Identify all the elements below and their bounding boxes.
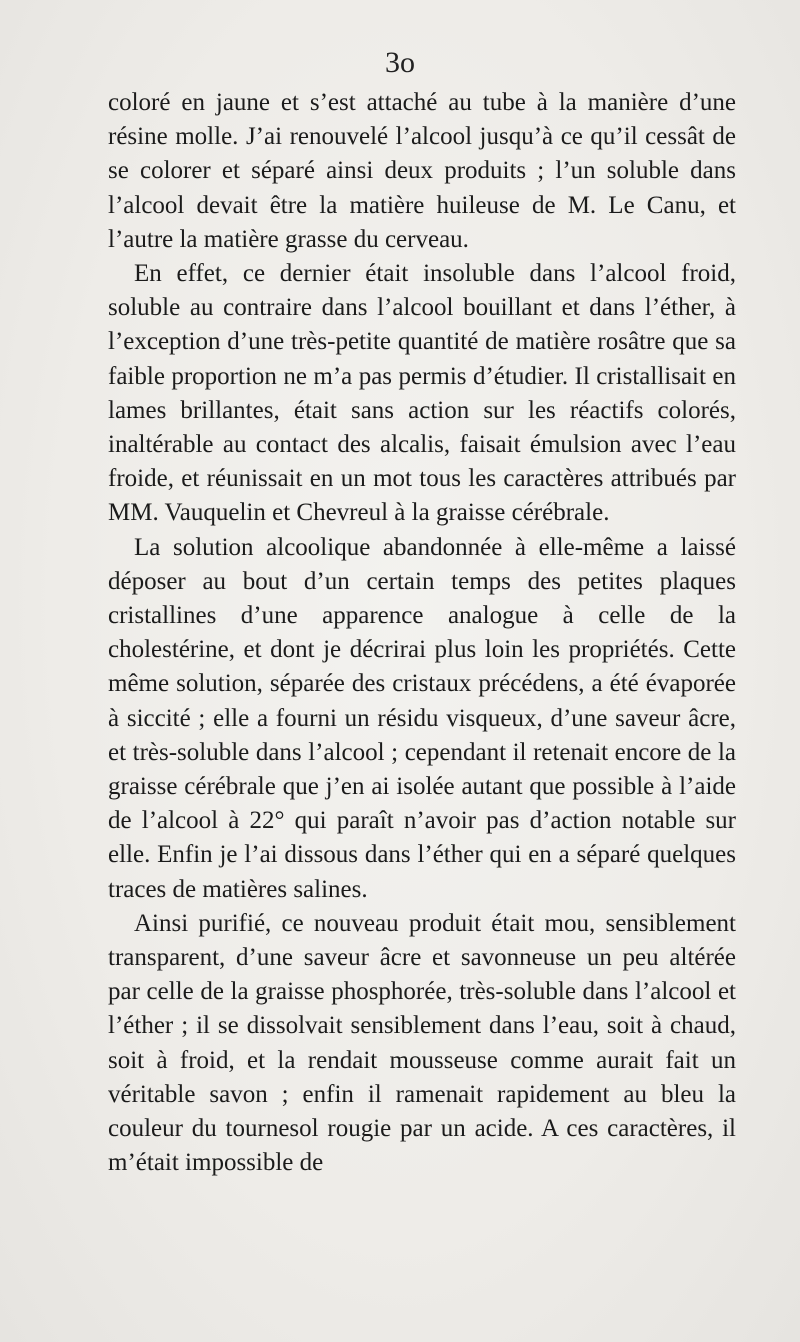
paragraph-1: coloré en jaune et s’est attaché au tube à la manière d’une résine molle. J’ai renouvelé l’alcool jusqu’à ce qu’il cessât de se colorer et séparé ainsi deux produits ; l’un soluble dans l’alcool devait être la matière huileuse de M. Le Canu, et l’autre la matière grasse du cerveau. xyxy=(108,89,736,253)
paragraph-2: En effet, ce dernier était insoluble dans l’alcool froid, soluble au contraire dans l’alcool bouillant et dans l’éther, à l’exception d’une très-petite quantité de matière rosâtre que sa faible proportion ne m’a pas permis d’étudier. Il cristallisait en lames brillantes, était sans action sur les réactifs colorés, inaltérable au contact des alcalis, faisait émulsion avec l’eau froide, et réunissait en un mot tous les caractères attribués par MM. Vauquelin et Chevreul à la graisse cérébrale. xyxy=(108,260,736,527)
body-text xyxy=(108,86,736,1181)
page-number: 3o xyxy=(385,46,415,79)
paragraph-3: La solution alcoolique abandonnée à elle-même a laissé déposer au bout d’un certain temps des petites plaques cristallines d’une apparence analogue à celle de la cholestérine, et dont je décrirai plus loin les propriétés. Cette même solution, séparée des cristaux précédens, a été évaporée à siccité ; elle a fourni un résidu visqueux, d’une saveur âcre, et très-soluble dans l’alcool ; cependant il retenait encore de la graisse cérébrale que j’en ai isolée autant que possible à l’aide de l’alcool à 22° qui paraît n’avoir pas d’action notable sur elle. Enfin je l’ai dissous dans l’éther qui en a séparé quelques traces de matières salines. xyxy=(108,533,736,903)
paragraph-4: Ainsi purifié, ce nouveau produit était mou, sensiblement transparent, d’une saveur âcre et savonneuse un peu altérée par celle de la graisse phosphorée, très-soluble dans l’alcool et l’éther ; il se dissolvait sensiblement dans l’eau, soit à chaud, soit à froid, et la rendait mousseuse comme aurait fait un véritable savon ; enfin il ramenait rapidement au bleu la couleur du tournesol rougie par un acide. A ces caractères, il m’était impossible de xyxy=(108,909,736,1177)
